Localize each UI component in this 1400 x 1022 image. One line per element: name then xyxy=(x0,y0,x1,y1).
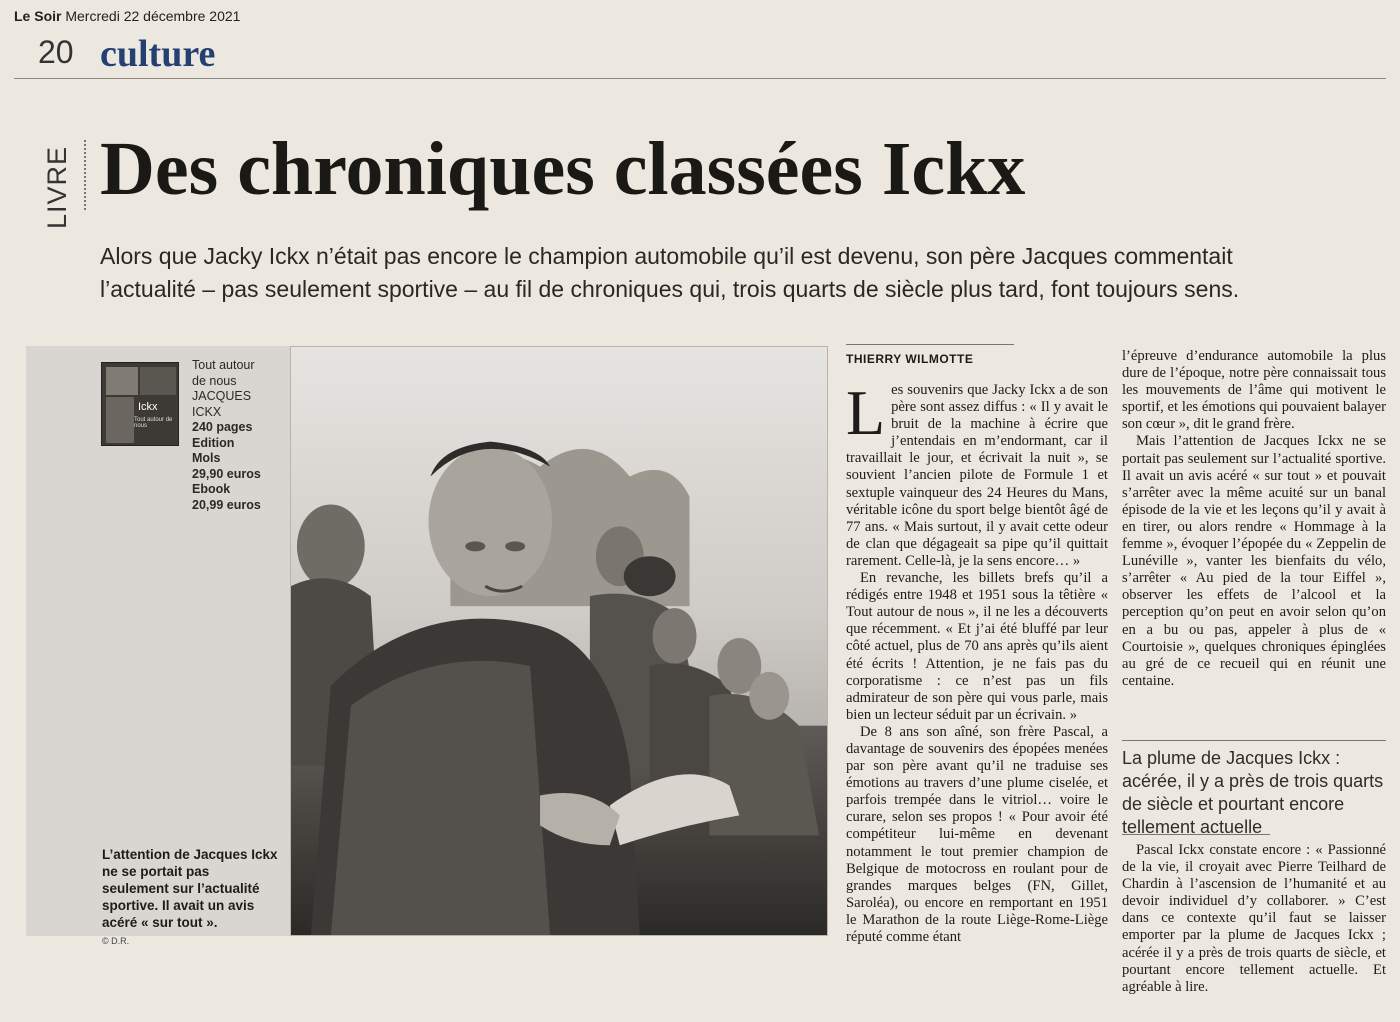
article-column-3 xyxy=(1122,842,1386,1012)
photo-illustration xyxy=(291,347,827,935)
article-paragraph: l’épreuve d’endurance automobile la plus dure de l’époque, notre père connaissait tous les mouvements de l’âme qui motivent le sportif, et les émotions qui pouvaient balayer son cœur », dit le grand frère. xyxy=(1122,348,1386,433)
newspaper-name: Le Soir xyxy=(14,8,62,24)
article-paragraph xyxy=(846,382,1108,570)
ebook-label: Ebook xyxy=(192,482,231,496)
kicker-label: LIVRE xyxy=(42,145,73,230)
article-paragraph: En revanche, les billets brefs qu’il a rédigés entre 1948 et 1951 sous la têtière « Tout autour de nous », il ne les a découverts que récemment. « Et j’ai été bluffé par leur côté actuel, plus de 70 ans après qu’ils aient été écrits ! Attention, je ne fais pas du corporatisme : ce n’est pas un fils admirateur de son père qui vous parle, mais bien un lecteur séduit par un écrivain. » xyxy=(846,570,1108,723)
book-info xyxy=(192,358,284,513)
article-column-1 xyxy=(846,382,1108,1004)
book-cover-title: Ickx xyxy=(138,401,158,413)
kicker-divider xyxy=(84,140,86,210)
book-author-line: JACQUES xyxy=(192,389,252,403)
headline: Des chroniques classées Ickx xyxy=(100,127,1026,211)
article-paragraph: Mais l’attention de Jacques Ickx ne se portait pas seulement sur l’actualité sportive. Il avait un avis acéré « sur tout » et pouvait s’arrêter avec la même acuité sur un banal épisode de la vie et les leçons qu’il y avait à en tirer, ou alors rendre « Hommage à la femme », évoquer l’épopée du « Zeppelin de Lunéville », vanter les bienfaits du vélo, s’arrêter « Au pied de la tour Eiffel », observer les effets de l’alcool et la perception qu’on peut en avoir selon qu’on en a bu ou pas, appeler à plus de « Courtoisie », quelques chroniques épinglées au gré de ce recueil qui en réunit une centaine. xyxy=(1122,433,1386,689)
book-price: 29,90 euros xyxy=(192,466,261,481)
book-publisher-line: Edition xyxy=(192,435,235,450)
book-cover-subtitle: Tout autour de nous xyxy=(134,417,173,429)
article-paragraph: De 8 ans son aîné, son frère Pascal, a davantage de souvenirs des épopées menées par son père avant qu’il ne traduise ses émotions au travers d’une plume ciselée, et parfois trempée dans le vitriol… voire le curare, selon ses propos ! « Pour avoir été compétiteur lui-même en devenant notamment le tout premier champion de Belgique de motocross en roulant pour de grandes marques belges (FN, Gillet, Saroléa), ou encore en remportant en 1951 le Marathon de la route Liège-Rome-Liège réputé comme étant xyxy=(846,723,1108,945)
byline: THIERRY WILMOTTE xyxy=(846,352,974,366)
article-paragraph: Pascal Ickx constate encore : « Passionné de la vie, il croyait avec Pierre Teilhard de Chardin à l’ascension de l’humanité et au devoir individuel d’y collaborer. » C’est dans ce contexte qu’il faut se laisser emporter par la plume de Jacques Ickx ; acérée il y a près de trois quarts de siècle, et pourtant encore tellement actuelle. Et agréable à lire. xyxy=(1122,842,1386,995)
photo-caption: L’attention de Jacques Ickx ne se portait pas seulement sur l’actualité sportive. Il avait un avis acéré « sur tout ». xyxy=(102,847,278,930)
paragraph-text: es souvenirs que Jacky Ickx a de son père sont assez diffus : « Il y avait le bruit de la machine à écrire que j’entendais en m’endormant, car il travaillait le jour, et écrivait la nuit », se souvient l’ancien pilote de Formule 1 et sextuple vainqueur des 24 Heures du Mans, véritable icône du sport belge bientôt âgé de 77 ans. « Mais surtout, il y avait cette odeur de clan que dégageait sa pipe qu’il quittait rarement. Celle-là, je la sens encore… » xyxy=(846,382,1108,569)
book-cover-image xyxy=(101,362,179,446)
page-number: 20 xyxy=(38,34,74,70)
header-divider xyxy=(14,78,1386,79)
drop-cap: L xyxy=(846,382,886,448)
kicker xyxy=(38,140,78,235)
article-photo xyxy=(290,346,828,936)
byline-divider xyxy=(846,344,1014,345)
issue-date: Mercredi 22 décembre 2021 xyxy=(65,8,241,24)
book-title-line: de nous xyxy=(192,373,237,388)
standfirst: Alors que Jacky Ickx n’était pas encore le champion automobile qu’il est devenu, son père Jacques commentait l’actualité – pas seulement sportive – au fil de chroniques qui, trois quarts de siècle plus tard, font toujours sens. xyxy=(100,243,1240,302)
book-pages: 240 pages xyxy=(192,420,253,434)
article-column-2 xyxy=(1122,348,1386,728)
ebook-price: 20,99 euros xyxy=(192,497,261,512)
masthead-line xyxy=(14,8,240,24)
book-title-line: Tout autour xyxy=(192,358,255,372)
section-title: culture xyxy=(100,33,216,75)
pull-quote-divider xyxy=(1122,834,1270,835)
book-author-line: ICKX xyxy=(192,404,222,419)
pull-quote: La plume de Jacques Ickx : acérée, il y a près de trois quarts de siècle et pourtant encore tellement actuelle xyxy=(1122,740,1386,839)
book-publisher-line: Mols xyxy=(192,451,221,465)
photo-credit: © D.R. xyxy=(102,936,130,946)
